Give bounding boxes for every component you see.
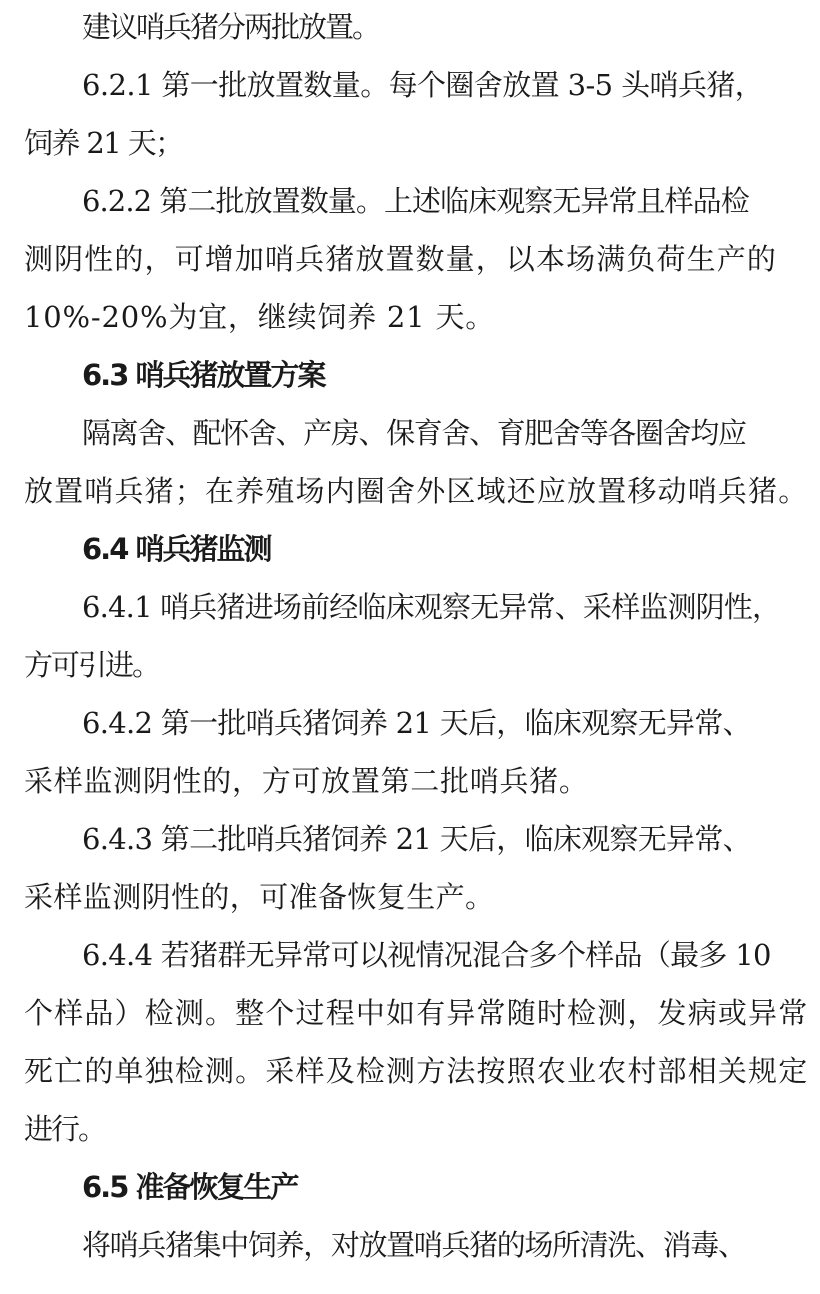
paragraph-line: 方可引进。	[24, 648, 160, 682]
paragraph-line: 放置哨兵猪；在养殖场内圈舍外区域还应放置移动哨兵猪。	[24, 474, 809, 508]
section-heading: 6.3 哨兵猪放置方案	[82, 358, 325, 392]
paragraph-line: 测阴性的，可增加哨兵猪放置数量，以本场满负荷生产的	[24, 242, 778, 276]
paragraph-line: 将哨兵猪集中饲养，对放置哨兵猪的场所清洗、消毒、	[82, 1228, 746, 1262]
paragraph-line: 6.4.4 若猪群无异常可以视情况混合多个样品（最多 10	[82, 938, 771, 972]
paragraph-line: 个样品）检测。整个过程中如有异常随时检测，发病或异常	[24, 996, 809, 1030]
paragraph-line: 死亡的单独检测。采样及检测方法按照农业农村部相关规定	[24, 1054, 809, 1088]
paragraph-line: 6.4.2 第一批哨兵猪饲养 21 天后，临床观察无异常、	[82, 706, 751, 740]
paragraph-line: 6.4.1 哨兵猪进场前经临床观察无异常、采样监测阴性，	[82, 590, 781, 624]
paragraph-line: 采样监测阴性的，可准备恢复生产。	[24, 880, 495, 914]
paragraph-line: 饲养 21 天；	[24, 126, 183, 160]
paragraph-line: 采样监测阴性的，方可放置第二批哨兵猪。	[24, 764, 589, 798]
section-heading: 6.5 准备恢复生产	[82, 1170, 298, 1204]
paragraph-line: 隔离舍、配怀舍、产房、保育舍、育肥舍等各圈舍均应	[82, 416, 746, 450]
paragraph-line: 建议哨兵猪分两批放置。	[82, 10, 380, 44]
paragraph-line: 10%-20%为宜，继续饲养 21 天。	[24, 300, 496, 334]
paragraph-line: 进行。	[24, 1112, 106, 1146]
section-heading: 6.4 哨兵猪监测	[82, 532, 271, 566]
paragraph-line: 6.4.3 第二批哨兵猪饲养 21 天后，临床观察无异常、	[82, 822, 751, 856]
paragraph-line: 6.2.2 第二批放置数量。上述临床观察无异常且样品检	[82, 184, 749, 218]
paragraph-line: 6.2.1 第一批放置数量。每个圈舍放置 3-5 头哨兵猪，	[82, 68, 764, 102]
